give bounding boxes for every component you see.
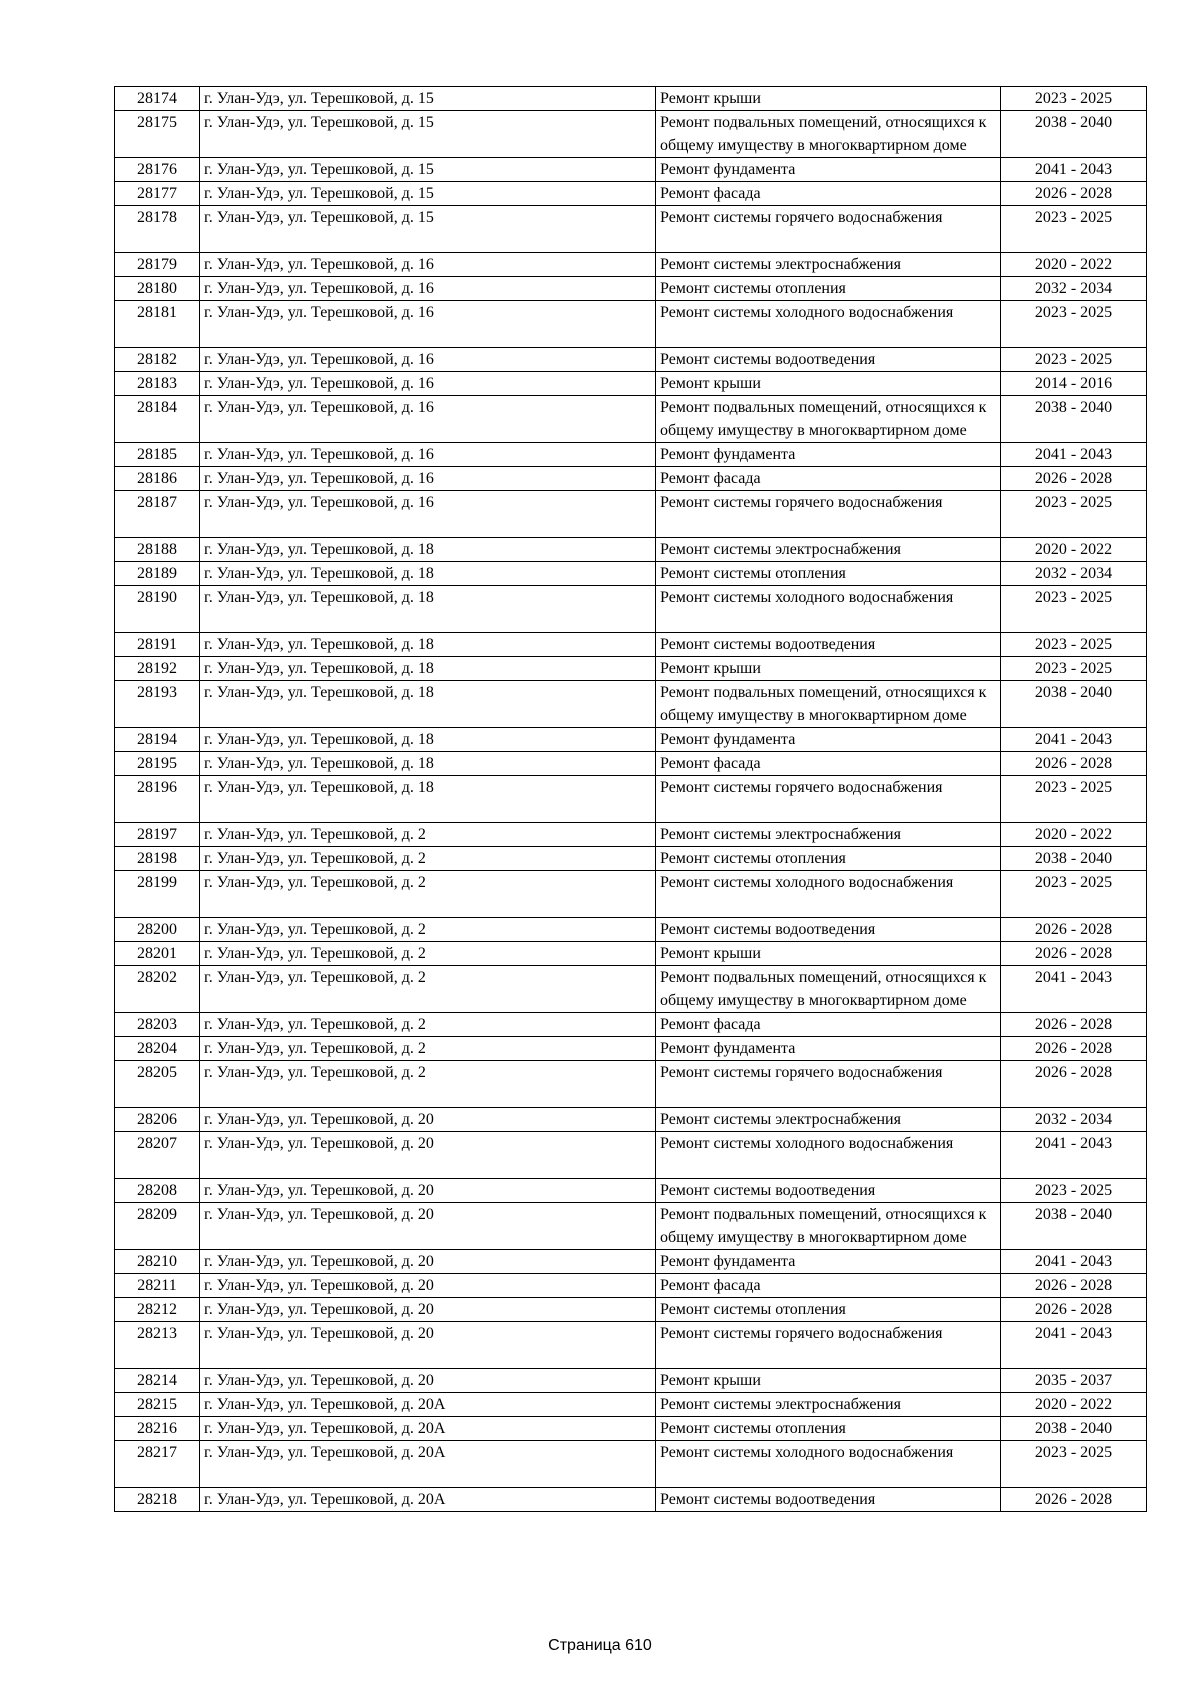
- row-number-cell: 28182: [115, 348, 200, 372]
- table-row: [115, 111, 1147, 158]
- address-cell: г. Улан-Удэ, ул. Терешковой, д. 18: [200, 562, 656, 586]
- table-row: [115, 443, 1147, 467]
- period-cell: 2038 - 2040: [1001, 1203, 1147, 1250]
- address-cell: г. Улан-Удэ, ул. Терешковой, д. 16: [200, 491, 656, 538]
- table-row: [115, 847, 1147, 871]
- period-cell: 2026 - 2028: [1001, 1488, 1147, 1512]
- row-number-cell: 28199: [115, 871, 200, 918]
- row-number-cell: 28217: [115, 1441, 200, 1488]
- address-cell: г. Улан-Удэ, ул. Терешковой, д. 16: [200, 443, 656, 467]
- period-cell: 2041 - 2043: [1001, 1250, 1147, 1274]
- period-cell: 2026 - 2028: [1001, 467, 1147, 491]
- period-cell: 2038 - 2040: [1001, 396, 1147, 443]
- work-type-cell: Ремонт крыши: [656, 372, 1001, 396]
- address-cell: г. Улан-Удэ, ул. Терешковой, д. 20А: [200, 1393, 656, 1417]
- work-type-cell: Ремонт системы водоотведения: [656, 918, 1001, 942]
- work-type-cell: Ремонт подвальных помещений, относящихся к общему имуществу в многоквартирном доме: [656, 681, 1001, 728]
- period-cell: 2041 - 2043: [1001, 1322, 1147, 1369]
- address-cell: г. Улан-Удэ, ул. Терешковой, д. 20А: [200, 1417, 656, 1441]
- table-row: [115, 467, 1147, 491]
- table-row: [115, 1322, 1147, 1369]
- period-cell: 2041 - 2043: [1001, 158, 1147, 182]
- row-number-cell: 28207: [115, 1132, 200, 1179]
- table-row: [115, 1037, 1147, 1061]
- address-cell: г. Улан-Удэ, ул. Терешковой, д. 16: [200, 253, 656, 277]
- work-type-cell: Ремонт подвальных помещений, относящихся к общему имуществу в многоквартирном доме: [656, 1203, 1001, 1250]
- address-cell: г. Улан-Удэ, ул. Терешковой, д. 18: [200, 752, 656, 776]
- table-row: [115, 776, 1147, 823]
- table-row: [115, 158, 1147, 182]
- period-cell: 2023 - 2025: [1001, 348, 1147, 372]
- table-row: [115, 253, 1147, 277]
- work-type-cell: Ремонт системы водоотведения: [656, 633, 1001, 657]
- address-cell: г. Улан-Удэ, ул. Терешковой, д. 20А: [200, 1441, 656, 1488]
- work-type-cell: Ремонт системы водоотведения: [656, 1179, 1001, 1203]
- work-type-cell: Ремонт системы электроснабжения: [656, 538, 1001, 562]
- row-number-cell: 28214: [115, 1369, 200, 1393]
- table-row: [115, 1417, 1147, 1441]
- work-type-cell: Ремонт фасада: [656, 1274, 1001, 1298]
- address-cell: г. Улан-Удэ, ул. Терешковой, д. 18: [200, 538, 656, 562]
- address-cell: г. Улан-Удэ, ул. Терешковой, д. 20: [200, 1298, 656, 1322]
- period-cell: 2035 - 2037: [1001, 1369, 1147, 1393]
- row-number-cell: 28180: [115, 277, 200, 301]
- period-cell: 2023 - 2025: [1001, 776, 1147, 823]
- work-type-cell: Ремонт системы горячего водоснабжения: [656, 206, 1001, 253]
- work-type-cell: Ремонт крыши: [656, 657, 1001, 681]
- address-cell: г. Улан-Удэ, ул. Терешковой, д. 18: [200, 657, 656, 681]
- table-row: [115, 1393, 1147, 1417]
- address-cell: г. Улан-Удэ, ул. Терешковой, д. 20: [200, 1203, 656, 1250]
- period-cell: 2026 - 2028: [1001, 1013, 1147, 1037]
- period-cell: 2020 - 2022: [1001, 253, 1147, 277]
- address-cell: г. Улан-Удэ, ул. Терешковой, д. 18: [200, 776, 656, 823]
- period-cell: 2023 - 2025: [1001, 657, 1147, 681]
- row-number-cell: 28177: [115, 182, 200, 206]
- period-cell: 2032 - 2034: [1001, 562, 1147, 586]
- work-type-cell: Ремонт подвальных помещений, относящихся к общему имуществу в многоквартирном доме: [656, 966, 1001, 1013]
- row-number-cell: 28193: [115, 681, 200, 728]
- row-number-cell: 28197: [115, 823, 200, 847]
- table-row: [115, 562, 1147, 586]
- address-cell: г. Улан-Удэ, ул. Терешковой, д. 18: [200, 728, 656, 752]
- period-cell: 2026 - 2028: [1001, 752, 1147, 776]
- period-cell: 2023 - 2025: [1001, 1441, 1147, 1488]
- row-number-cell: 28174: [115, 87, 200, 111]
- row-number-cell: 28216: [115, 1417, 200, 1441]
- row-number-cell: 28215: [115, 1393, 200, 1417]
- address-cell: г. Улан-Удэ, ул. Терешковой, д. 20: [200, 1250, 656, 1274]
- period-cell: 2038 - 2040: [1001, 1417, 1147, 1441]
- address-cell: г. Улан-Удэ, ул. Терешковой, д. 20: [200, 1274, 656, 1298]
- row-number-cell: 28195: [115, 752, 200, 776]
- address-cell: г. Улан-Удэ, ул. Терешковой, д. 18: [200, 633, 656, 657]
- work-type-cell: Ремонт крыши: [656, 1369, 1001, 1393]
- table-row: [115, 348, 1147, 372]
- period-cell: 2041 - 2043: [1001, 728, 1147, 752]
- work-type-cell: Ремонт системы отопления: [656, 277, 1001, 301]
- row-number-cell: 28218: [115, 1488, 200, 1512]
- period-cell: 2038 - 2040: [1001, 111, 1147, 158]
- work-type-cell: Ремонт системы горячего водоснабжения: [656, 491, 1001, 538]
- work-type-cell: Ремонт крыши: [656, 942, 1001, 966]
- table-row: [115, 1203, 1147, 1250]
- table-row: [115, 372, 1147, 396]
- address-cell: г. Улан-Удэ, ул. Терешковой, д. 16: [200, 348, 656, 372]
- table-row: [115, 1132, 1147, 1179]
- row-number-cell: 28208: [115, 1179, 200, 1203]
- table-body: [115, 87, 1147, 1512]
- work-type-cell: Ремонт фундамента: [656, 728, 1001, 752]
- row-number-cell: 28192: [115, 657, 200, 681]
- work-type-cell: Ремонт системы электроснабжения: [656, 1108, 1001, 1132]
- address-cell: г. Улан-Удэ, ул. Терешковой, д. 16: [200, 277, 656, 301]
- row-number-cell: 28196: [115, 776, 200, 823]
- period-cell: 2023 - 2025: [1001, 206, 1147, 253]
- row-number-cell: 28213: [115, 1322, 200, 1369]
- work-type-cell: Ремонт системы отопления: [656, 847, 1001, 871]
- table-row: [115, 182, 1147, 206]
- work-type-cell: Ремонт системы холодного водоснабжения: [656, 1441, 1001, 1488]
- repair-schedule-table: [114, 86, 1147, 1512]
- table-row: [115, 396, 1147, 443]
- address-cell: г. Улан-Удэ, ул. Терешковой, д. 20: [200, 1179, 656, 1203]
- address-cell: г. Улан-Удэ, ул. Терешковой, д. 2: [200, 918, 656, 942]
- table-row: [115, 1369, 1147, 1393]
- row-number-cell: 28191: [115, 633, 200, 657]
- address-cell: г. Улан-Удэ, ул. Терешковой, д. 16: [200, 467, 656, 491]
- row-number-cell: 28198: [115, 847, 200, 871]
- row-number-cell: 28211: [115, 1274, 200, 1298]
- period-cell: 2026 - 2028: [1001, 1061, 1147, 1108]
- table-row: [115, 823, 1147, 847]
- work-type-cell: Ремонт фундамента: [656, 158, 1001, 182]
- period-cell: 2023 - 2025: [1001, 586, 1147, 633]
- work-type-cell: Ремонт фасада: [656, 752, 1001, 776]
- table-row: [115, 586, 1147, 633]
- page-number: Страница 610: [548, 1637, 652, 1654]
- address-cell: г. Улан-Удэ, ул. Терешковой, д. 15: [200, 182, 656, 206]
- work-type-cell: Ремонт фасада: [656, 467, 1001, 491]
- table-row: [115, 1441, 1147, 1488]
- work-type-cell: Ремонт системы отопления: [656, 1417, 1001, 1441]
- period-cell: 2026 - 2028: [1001, 182, 1147, 206]
- row-number-cell: 28187: [115, 491, 200, 538]
- table-row: [115, 942, 1147, 966]
- period-cell: 2023 - 2025: [1001, 87, 1147, 111]
- period-cell: 2032 - 2034: [1001, 1108, 1147, 1132]
- table-row: [115, 1179, 1147, 1203]
- period-cell: 2026 - 2028: [1001, 1274, 1147, 1298]
- address-cell: г. Улан-Удэ, ул. Терешковой, д. 15: [200, 206, 656, 253]
- period-cell: 2020 - 2022: [1001, 1393, 1147, 1417]
- period-cell: 2020 - 2022: [1001, 538, 1147, 562]
- address-cell: г. Улан-Удэ, ул. Терешковой, д. 18: [200, 586, 656, 633]
- table-row: [115, 1013, 1147, 1037]
- work-type-cell: Ремонт системы электроснабжения: [656, 823, 1001, 847]
- row-number-cell: 28200: [115, 918, 200, 942]
- row-number-cell: 28194: [115, 728, 200, 752]
- row-number-cell: 28201: [115, 942, 200, 966]
- address-cell: г. Улан-Удэ, ул. Терешковой, д. 2: [200, 871, 656, 918]
- period-cell: 2023 - 2025: [1001, 301, 1147, 348]
- address-cell: г. Улан-Удэ, ул. Терешковой, д. 2: [200, 847, 656, 871]
- period-cell: 2014 - 2016: [1001, 372, 1147, 396]
- row-number-cell: 28189: [115, 562, 200, 586]
- work-type-cell: Ремонт системы горячего водоснабжения: [656, 776, 1001, 823]
- table-row: [115, 657, 1147, 681]
- row-number-cell: 28206: [115, 1108, 200, 1132]
- work-type-cell: Ремонт фундамента: [656, 443, 1001, 467]
- row-number-cell: 28205: [115, 1061, 200, 1108]
- table-row: [115, 633, 1147, 657]
- table-row: [115, 1108, 1147, 1132]
- table-row: [115, 301, 1147, 348]
- period-cell: 2032 - 2034: [1001, 277, 1147, 301]
- table-row: [115, 277, 1147, 301]
- row-number-cell: 28175: [115, 111, 200, 158]
- row-number-cell: 28210: [115, 1250, 200, 1274]
- row-number-cell: 28203: [115, 1013, 200, 1037]
- row-number-cell: 28179: [115, 253, 200, 277]
- period-cell: 2023 - 2025: [1001, 491, 1147, 538]
- work-type-cell: Ремонт фасада: [656, 182, 1001, 206]
- address-cell: г. Улан-Удэ, ул. Терешковой, д. 16: [200, 301, 656, 348]
- period-cell: 2023 - 2025: [1001, 1179, 1147, 1203]
- address-cell: г. Улан-Удэ, ул. Терешковой, д. 18: [200, 681, 656, 728]
- work-type-cell: Ремонт фасада: [656, 1013, 1001, 1037]
- table-row: [115, 752, 1147, 776]
- table-row: [115, 871, 1147, 918]
- row-number-cell: 28181: [115, 301, 200, 348]
- address-cell: г. Улан-Удэ, ул. Терешковой, д. 2: [200, 1037, 656, 1061]
- table-row: [115, 1274, 1147, 1298]
- work-type-cell: Ремонт системы холодного водоснабжения: [656, 301, 1001, 348]
- work-type-cell: Ремонт системы холодного водоснабжения: [656, 586, 1001, 633]
- address-cell: г. Улан-Удэ, ул. Терешковой, д. 16: [200, 396, 656, 443]
- address-cell: г. Улан-Удэ, ул. Терешковой, д. 2: [200, 1061, 656, 1108]
- address-cell: г. Улан-Удэ, ул. Терешковой, д. 20А: [200, 1488, 656, 1512]
- table-row: [115, 1488, 1147, 1512]
- address-cell: г. Улан-Удэ, ул. Терешковой, д. 15: [200, 87, 656, 111]
- table-row: [115, 491, 1147, 538]
- row-number-cell: 28188: [115, 538, 200, 562]
- address-cell: г. Улан-Удэ, ул. Терешковой, д. 16: [200, 372, 656, 396]
- address-cell: г. Улан-Удэ, ул. Терешковой, д. 2: [200, 1013, 656, 1037]
- work-type-cell: Ремонт фундамента: [656, 1037, 1001, 1061]
- period-cell: 2041 - 2043: [1001, 1132, 1147, 1179]
- row-number-cell: 28178: [115, 206, 200, 253]
- work-type-cell: Ремонт системы горячего водоснабжения: [656, 1322, 1001, 1369]
- table-row: [115, 87, 1147, 111]
- row-number-cell: 28202: [115, 966, 200, 1013]
- row-number-cell: 28190: [115, 586, 200, 633]
- table-row: [115, 966, 1147, 1013]
- row-number-cell: 28212: [115, 1298, 200, 1322]
- period-cell: 2023 - 2025: [1001, 871, 1147, 918]
- work-type-cell: Ремонт системы водоотведения: [656, 348, 1001, 372]
- address-cell: г. Улан-Удэ, ул. Терешковой, д. 2: [200, 823, 656, 847]
- period-cell: 2026 - 2028: [1001, 1298, 1147, 1322]
- work-type-cell: Ремонт системы отопления: [656, 1298, 1001, 1322]
- period-cell: 2041 - 2043: [1001, 443, 1147, 467]
- work-type-cell: Ремонт системы электроснабжения: [656, 253, 1001, 277]
- work-type-cell: Ремонт системы электроснабжения: [656, 1393, 1001, 1417]
- address-cell: г. Улан-Удэ, ул. Терешковой, д. 2: [200, 942, 656, 966]
- period-cell: 2026 - 2028: [1001, 918, 1147, 942]
- address-cell: г. Улан-Удэ, ул. Терешковой, д. 2: [200, 966, 656, 1013]
- period-cell: 2026 - 2028: [1001, 942, 1147, 966]
- table-row: [115, 918, 1147, 942]
- row-number-cell: 28209: [115, 1203, 200, 1250]
- work-type-cell: Ремонт системы холодного водоснабжения: [656, 1132, 1001, 1179]
- row-number-cell: 28176: [115, 158, 200, 182]
- period-cell: 2038 - 2040: [1001, 681, 1147, 728]
- work-type-cell: Ремонт системы водоотведения: [656, 1488, 1001, 1512]
- address-cell: г. Улан-Удэ, ул. Терешковой, д. 20: [200, 1132, 656, 1179]
- period-cell: 2026 - 2028: [1001, 1037, 1147, 1061]
- table-row: [115, 1298, 1147, 1322]
- address-cell: г. Улан-Удэ, ул. Терешковой, д. 20: [200, 1369, 656, 1393]
- table-row: [115, 681, 1147, 728]
- work-type-cell: Ремонт подвальных помещений, относящихся к общему имуществу в многоквартирном доме: [656, 111, 1001, 158]
- row-number-cell: 28185: [115, 443, 200, 467]
- row-number-cell: 28184: [115, 396, 200, 443]
- table-row: [115, 1061, 1147, 1108]
- work-type-cell: Ремонт фундамента: [656, 1250, 1001, 1274]
- period-cell: 2020 - 2022: [1001, 823, 1147, 847]
- address-cell: г. Улан-Удэ, ул. Терешковой, д. 20: [200, 1322, 656, 1369]
- work-type-cell: Ремонт подвальных помещений, относящихся к общему имуществу в многоквартирном доме: [656, 396, 1001, 443]
- table-row: [115, 206, 1147, 253]
- table-row: [115, 538, 1147, 562]
- period-cell: 2041 - 2043: [1001, 966, 1147, 1013]
- table-row: [115, 1250, 1147, 1274]
- row-number-cell: 28204: [115, 1037, 200, 1061]
- work-type-cell: Ремонт системы горячего водоснабжения: [656, 1061, 1001, 1108]
- row-number-cell: 28183: [115, 372, 200, 396]
- table-row: [115, 728, 1147, 752]
- period-cell: 2023 - 2025: [1001, 633, 1147, 657]
- address-cell: г. Улан-Удэ, ул. Терешковой, д. 15: [200, 111, 656, 158]
- address-cell: г. Улан-Удэ, ул. Терешковой, д. 15: [200, 158, 656, 182]
- period-cell: 2038 - 2040: [1001, 847, 1147, 871]
- work-type-cell: Ремонт системы отопления: [656, 562, 1001, 586]
- work-type-cell: Ремонт крыши: [656, 87, 1001, 111]
- address-cell: г. Улан-Удэ, ул. Терешковой, д. 20: [200, 1108, 656, 1132]
- row-number-cell: 28186: [115, 467, 200, 491]
- work-type-cell: Ремонт системы холодного водоснабжения: [656, 871, 1001, 918]
